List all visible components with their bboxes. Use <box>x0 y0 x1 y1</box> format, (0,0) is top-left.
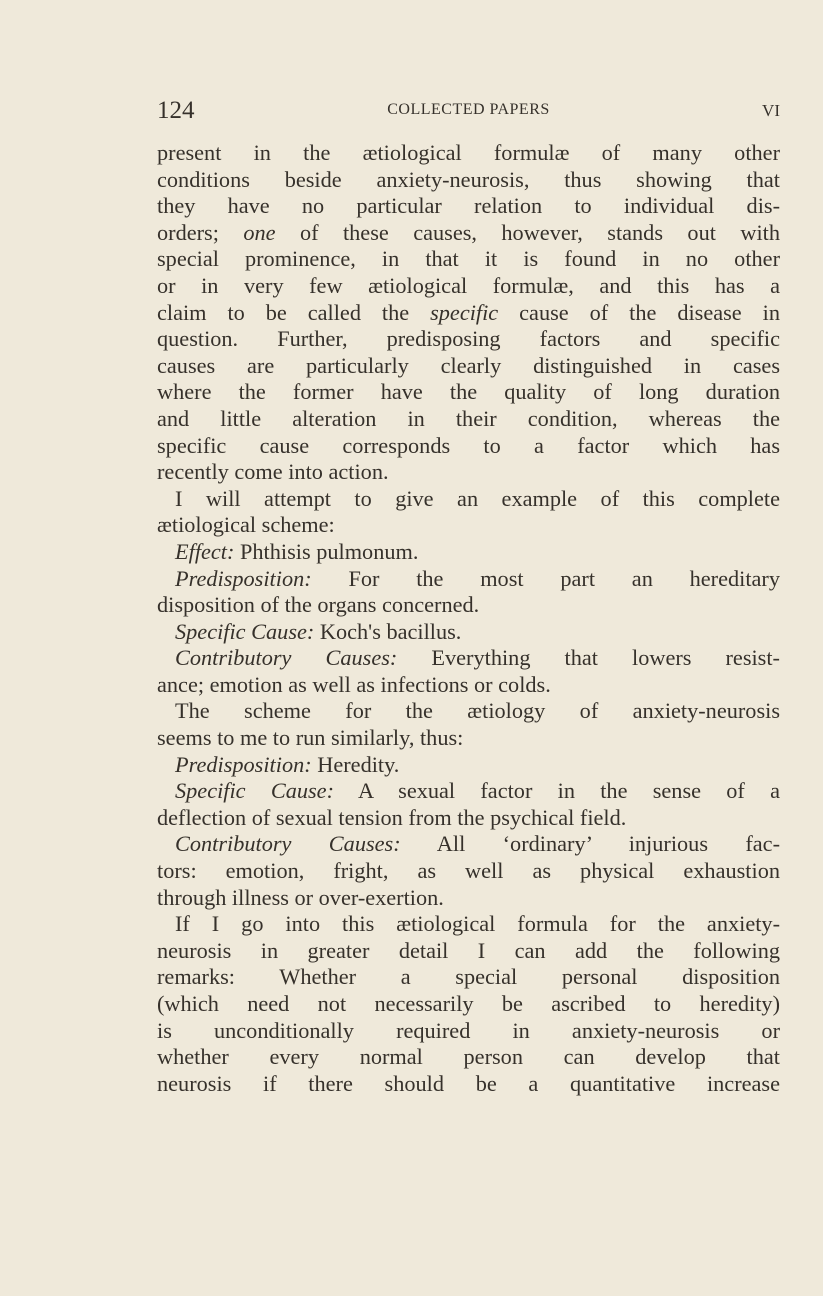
text-segment: Everything that lowers resist- <box>397 645 780 671</box>
italic-text: one <box>243 219 276 245</box>
text-segment: neurosis if there should be a quantitative increase <box>157 1070 780 1096</box>
text-segment: deflection of sexual tension from the psychical field. <box>157 804 627 830</box>
text-line <box>157 379 780 406</box>
text-segment: orders; <box>157 219 244 245</box>
page-header <box>157 97 780 127</box>
text-segment: is unconditionally required in anxiety-neurosis or <box>157 1017 780 1043</box>
text-segment: tors: emotion, fright, as well as physical exhaustion <box>157 858 780 884</box>
text-line <box>157 725 780 752</box>
text-line <box>157 220 780 247</box>
text-segment: recently come into action. <box>157 459 389 485</box>
text-segment: ance; emotion as well as infections or colds. <box>157 671 551 697</box>
text-line <box>157 273 780 300</box>
text-segment: Heredity. <box>311 751 400 777</box>
text-line <box>157 858 780 885</box>
text-line <box>157 167 780 194</box>
italic-text: Effect: <box>175 538 235 564</box>
text-segment: or in very few ætiological formulæ, and this has a <box>157 272 780 298</box>
text-segment: I will attempt to give an example of this complete <box>175 485 780 511</box>
text-segment: All ‘ordinary’ injurious fac- <box>400 831 780 857</box>
text-segment: through illness or over-exertion. <box>157 884 444 910</box>
text-line <box>157 778 780 805</box>
italic-text: Specific Cause: <box>175 778 334 804</box>
text-line <box>157 991 780 1018</box>
text-line <box>157 433 780 460</box>
text-line <box>157 326 780 353</box>
text-line <box>157 140 780 167</box>
text-line <box>157 300 780 327</box>
text-segment: seems to me to run similarly, thus: <box>157 725 464 751</box>
text-line <box>157 938 780 965</box>
text-segment: where the former have the quality of long duration <box>157 379 780 405</box>
text-line <box>157 645 780 672</box>
text-line <box>157 911 780 938</box>
italic-text: Specific Cause: <box>175 618 315 644</box>
text-segment: remarks: Whether a special personal disposition <box>157 964 780 990</box>
italic-text: Predisposition: <box>175 751 312 777</box>
text-line <box>157 805 780 832</box>
text-segment: disposition of the organs concerned. <box>157 592 480 618</box>
text-segment: conditions beside anxiety-neurosis, thus showing that <box>157 166 780 192</box>
section-number: VI <box>762 101 780 120</box>
text-segment: The scheme for the ætiology of anxiety-neurosis <box>175 698 780 724</box>
text-segment: they have no particular relation to individual dis- <box>157 193 780 219</box>
italic-text: Contributory Causes: <box>175 831 401 857</box>
text-segment: specific cause corresponds to a factor which has <box>157 432 780 458</box>
running-title: COLLECTED PAPERS <box>387 101 550 118</box>
text-segment: claim to be called the <box>157 299 431 325</box>
text-line <box>157 698 780 725</box>
text-segment: and little alteration in their condition, whereas the <box>157 405 780 431</box>
text-line <box>157 246 780 273</box>
text-segment: If I go into this ætiological formula for the anxiety- <box>175 911 780 937</box>
text-line <box>157 619 780 646</box>
text-segment: of these causes, however, stands out with <box>275 219 780 245</box>
text-segment: A sexual factor in the sense of a <box>334 778 781 804</box>
text-line <box>157 592 780 619</box>
italic-text: Contributory Causes: <box>175 645 398 671</box>
text-segment: neurosis in greater detail I can add the following <box>157 937 780 963</box>
text-line <box>157 406 780 433</box>
text-segment: question. Further, predisposing factors and specific <box>157 326 780 352</box>
page-number: 124 <box>157 97 195 124</box>
text-segment: special prominence, in that it is found in no other <box>157 246 780 272</box>
italic-text: Predisposition: <box>175 565 312 591</box>
text-line <box>157 1044 780 1071</box>
text-line <box>157 459 780 486</box>
text-segment: causes are particularly clearly distinguished in cases <box>157 352 780 378</box>
text-line <box>157 486 780 513</box>
text-line <box>157 752 780 779</box>
text-line <box>157 672 780 699</box>
text-line <box>157 1018 780 1045</box>
text-line <box>157 831 780 858</box>
text-line <box>157 566 780 593</box>
text-segment: Phthisis pulmonum. <box>234 538 419 564</box>
text-segment: (which need not necessarily be ascribed to heredity) <box>157 991 780 1016</box>
text-segment: ætiological scheme: <box>157 512 335 538</box>
text-line <box>157 885 780 912</box>
text-line <box>157 353 780 380</box>
body-text <box>157 140 780 1097</box>
text-line <box>157 539 780 566</box>
text-line <box>157 1071 780 1098</box>
text-line <box>157 964 780 991</box>
text-segment: Koch's bacillus. <box>314 618 462 644</box>
text-segment: For the most part an hereditary <box>311 565 780 591</box>
italic-text: specific <box>430 299 499 325</box>
text-line <box>157 512 780 539</box>
text-segment: cause of the disease in <box>498 299 780 325</box>
text-segment: present in the ætiological formulæ of many other <box>157 140 780 165</box>
text-segment: whether every normal person can develop that <box>157 1044 780 1070</box>
text-line <box>157 193 780 220</box>
